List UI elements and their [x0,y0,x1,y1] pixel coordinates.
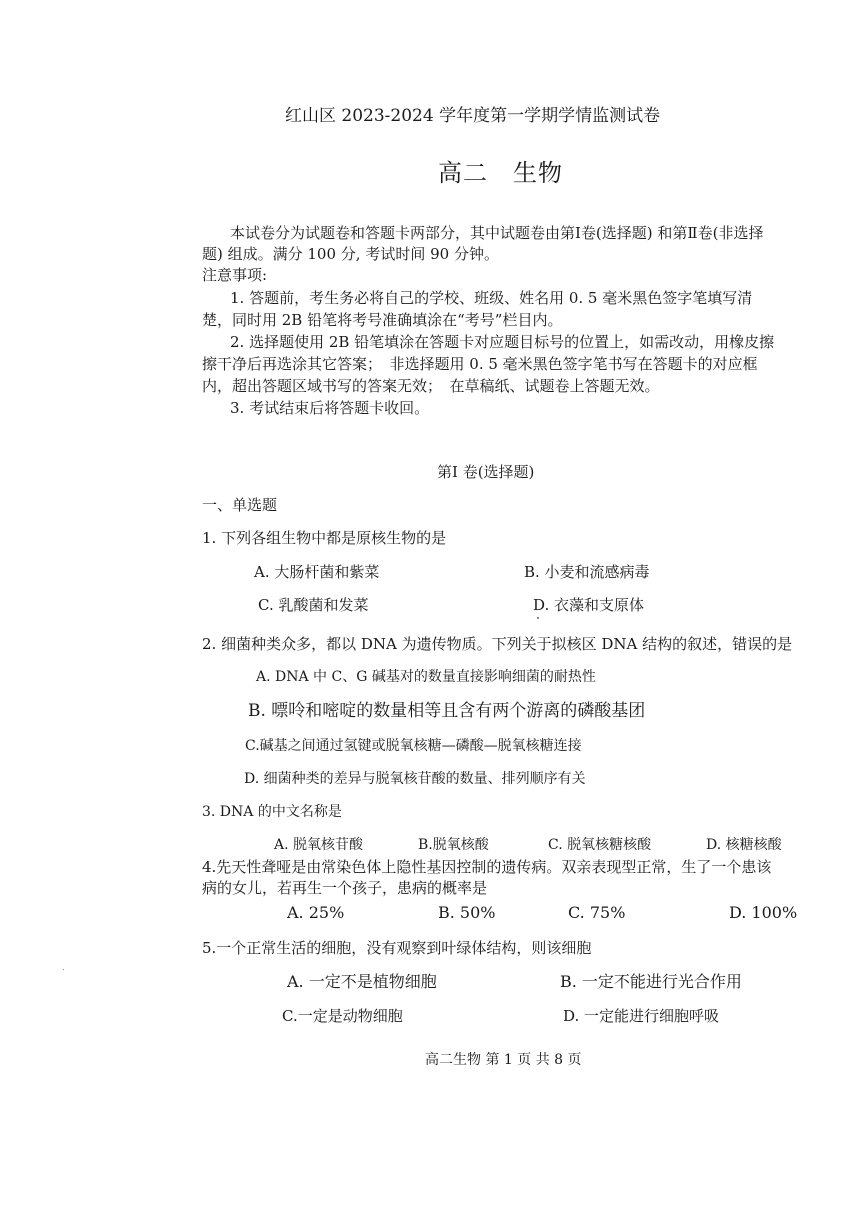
question-2-option-d: D. 细菌种类的差异与脱氧核苷酸的数量、排列顺序有关 [244,771,586,787]
stray-mark [63,969,64,970]
question-type-heading: 一、单选题 [202,496,278,514]
note-1-line-1: 1. 答题前，考生务必将自己的学校、班级、姓名用 0. 5 毫米黑色签字笔填写清 [230,289,753,307]
question-4-option-b: B. 50% [438,903,496,922]
question-2-option-b: B. 嘌呤和嘧啶的数量相等且含有两个游离的磷酸基团 [248,701,646,721]
question-2-option-a: A. DNA 中 C、G 碱基对的数量直接影响细菌的耐热性 [256,669,596,685]
question-4-option-a: A. 25% [287,903,345,922]
question-3-option-a: A. 脱氧核苷酸 [274,837,364,853]
notes-heading: 注意事项: [202,266,268,284]
question-3-option-b: B.脱氧核酸 [418,837,489,853]
question-5-option-a: A. 一定不是植物细胞 [287,972,437,991]
note-2-line-2: 擦干净后再选涂其它答案； 非选择题用 0. 5 毫米黑色签字笔书写在答题卡的对应框 [202,355,758,373]
emphasis-dot [537,617,539,619]
subject-title: 高二 生物 [438,159,563,187]
note-2-line-3: 内，超出答题区域书写的答案无效； 在草稿纸、试题卷上答题无效。 [202,377,660,395]
question-1-option-a: A. 大肠杆菌和紫菜 [254,563,380,581]
question-5-option-c: C.一定是动物细胞 [282,1007,403,1025]
note-3: 3. 考试结束后将答题卡收回。 [230,399,430,417]
question-4-option-d: D. 100% [729,903,798,922]
question-5-stem: 5.一个正常生活的细胞，没有观察到叶绿体结构，则该细胞 [202,939,592,957]
question-2-stem: 2. 细菌种类众多，都以 DNA 为遗传物质。下列关于拟核区 DNA 结构的叙述，错误的是 [202,635,793,653]
question-4-stem-line-1: 4.先天性聋哑是由常染色体上隐性基因控制的遗传病。双亲表现型正常，生了一个患该 [202,858,772,876]
question-1-option-d: D. 衣藻和支原体 [533,596,645,614]
question-5-option-b: B. 一定不能进行光合作用 [560,972,742,991]
question-3-option-d: D. 核糖核酸 [706,837,782,853]
question-5-option-d: D. 一定能进行细胞呼吸 [563,1007,720,1025]
question-3-stem: 3. DNA 的中文名称是 [202,804,342,820]
question-3-option-c: C. 脱氧核糖核酸 [548,837,652,853]
exam-title: 红山区 2023-2024 学年度第一学期学情监测试卷 [285,106,661,126]
intro-line-1: 本试卷分为试题卷和答题卡两部分，其中试题卷由第Ⅰ卷(选择题) 和第Ⅱ卷(非选择 [230,224,764,242]
question-1-stem: 1. 下列各组生物中都是原核生物的是 [202,529,447,547]
section-title: 第Ⅰ 卷(选择题) [437,463,535,481]
question-1-option-c: C. 乳酸菌和发菜 [258,596,369,614]
note-2-line-1: 2. 选择题使用 2B 铅笔填涂在答题卡对应题目标号的位置上，如需改动，用橡皮擦 [230,333,775,351]
question-2-option-c: C.碱基之间通过氢键或脱氧核糖—磷酸—脱氧核糖连接 [245,738,582,754]
note-1-line-2: 楚，同时用 2B 铅笔将考号准确填涂在“考号”栏目内。 [202,311,563,329]
question-4-option-c: C. 75% [568,903,626,922]
page-footer: 高二生物 第 1 页 共 8 页 [425,1052,582,1068]
question-1-option-b: B. 小麦和流感病毒 [524,563,650,581]
intro-line-2: 题) 组成。满分 100 分, 考试时间 90 分钟。 [202,245,499,263]
question-4-stem-line-2: 病的女儿，若再生一个孩子，患病的概率是 [202,879,488,897]
